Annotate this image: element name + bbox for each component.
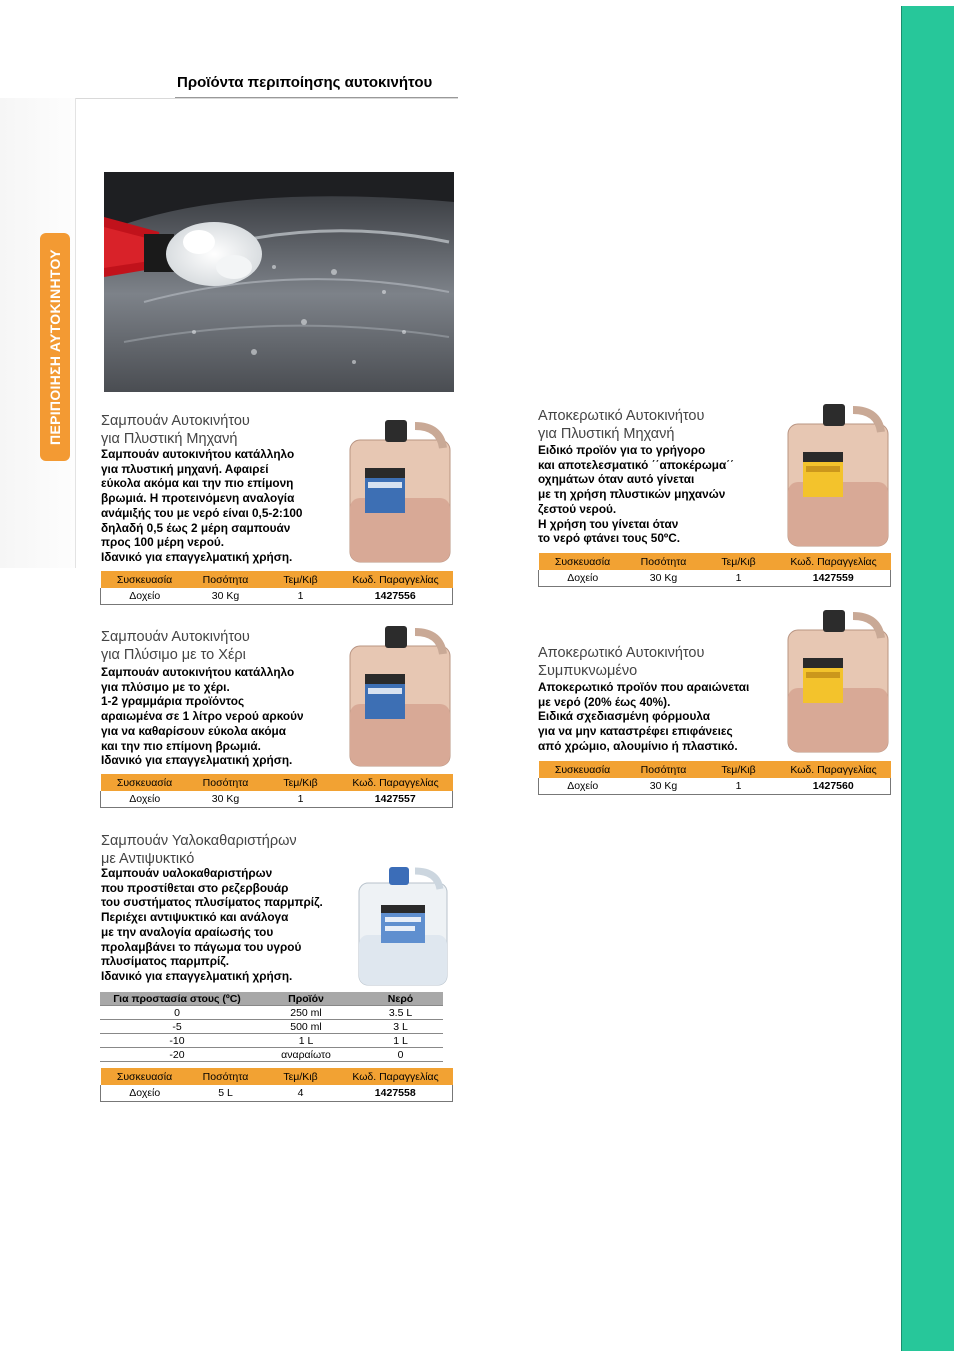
description-line: προλαμβάνει το πάγωμα του υγρού bbox=[101, 939, 302, 954]
spec-header-row bbox=[101, 774, 453, 791]
spec-qty: 30 Kg bbox=[189, 588, 263, 605]
canister-image bbox=[355, 865, 451, 989]
spec-header-cell: Συσκευασία bbox=[539, 553, 627, 570]
mix-row bbox=[100, 1048, 443, 1062]
spec-row bbox=[539, 570, 891, 587]
spec-code: 1427558 bbox=[339, 1085, 453, 1102]
spec-code: 1427559 bbox=[777, 570, 891, 587]
product-description bbox=[538, 443, 734, 546]
description-line: για να μην καταστρέφει επιφάνειες bbox=[538, 724, 733, 739]
description-line: για να καθαρίσουν εύκολα ακόμα bbox=[101, 723, 286, 738]
description-line: το νερό φτάνει τους 50ºC. bbox=[538, 531, 681, 546]
description-line: Ειδικό προϊόν για το γρήγορο bbox=[538, 443, 706, 457]
description-line: για πλυστική μηχανή. Αφαιρεί bbox=[101, 461, 269, 476]
mix-cell: 0 bbox=[100, 1006, 254, 1020]
description-line: προς 100 μέρη νερού. bbox=[101, 535, 225, 550]
mix-cell: 1 L bbox=[358, 1034, 443, 1048]
description-line: Ιδανικό για επαγγελματική χρήση. bbox=[101, 753, 293, 768]
mix-cell: 3.5 L bbox=[358, 1006, 443, 1020]
description-line: που προστίθεται στο ρεζερβουάρ bbox=[101, 880, 289, 895]
spec-header-cell: Ποσότητα bbox=[189, 571, 263, 588]
mix-row bbox=[100, 1006, 443, 1020]
spec-pack: Δοχείο bbox=[539, 570, 627, 587]
spec-per-box: 1 bbox=[263, 791, 339, 808]
mix-header-cell: Προϊόν bbox=[254, 992, 358, 1006]
description-line: Η χρήση του γίνεται όταν bbox=[538, 516, 679, 531]
product-title bbox=[101, 832, 297, 868]
canister-image bbox=[783, 402, 893, 550]
spec-pack: Δοχείο bbox=[101, 588, 189, 605]
spec-header-row bbox=[539, 553, 891, 570]
mix-row bbox=[100, 1020, 443, 1034]
description-line: από χρώμιο, αλουμίνιο ή πλαστικό. bbox=[538, 738, 738, 753]
spec-row bbox=[101, 791, 453, 808]
spec-header-cell: Τεμ/Κιβ bbox=[263, 1068, 339, 1085]
spec-code: 1427556 bbox=[339, 588, 453, 605]
section-tab-label: ΠΕΡΙΠΟΙΗΣΗ ΑΥΤΟΚΙΝΗΤΟΥ bbox=[47, 249, 63, 445]
product-title-line: Συμπυκνωμένο bbox=[538, 663, 638, 679]
description-line: ανάμιξής του με νερό είναι 0,5-2:100 bbox=[101, 505, 303, 520]
spec-header-row bbox=[539, 761, 891, 778]
frame-line bbox=[75, 98, 76, 568]
description-line: πλυσίματος παρμπρίζ. bbox=[101, 954, 230, 969]
spec-row bbox=[101, 1085, 453, 1102]
title-underline bbox=[175, 97, 458, 98]
canister-image bbox=[783, 608, 893, 756]
spec-header-row bbox=[101, 1068, 453, 1085]
frame-line bbox=[75, 98, 458, 99]
description-line: για πλύσιμο με το χέρι. bbox=[101, 679, 230, 694]
product-description bbox=[101, 866, 323, 984]
spec-header-cell: Ποσότητα bbox=[627, 761, 701, 778]
spec-header-cell: Συσκευασία bbox=[101, 774, 189, 791]
description-line: Ιδανικό για επαγγελματική χρήση. bbox=[101, 968, 293, 983]
spec-per-box: 1 bbox=[701, 778, 777, 795]
mix-row bbox=[100, 1034, 443, 1048]
spec-qty: 5 L bbox=[189, 1085, 263, 1102]
description-line: Ειδικά σχεδιασμένη φόρμουλα bbox=[538, 709, 710, 724]
car-washing-photo bbox=[104, 172, 454, 392]
description-line: οχημάτων όταν αυτό γίνεται bbox=[538, 472, 695, 487]
product-title bbox=[101, 628, 250, 664]
spec-header-row bbox=[101, 571, 453, 588]
spec-header-cell: Συσκευασία bbox=[101, 571, 189, 588]
product-title-line: Σαμπουάν Υαλοκαθαριστήρων bbox=[101, 833, 297, 849]
spec-pack: Δοχείο bbox=[101, 1085, 189, 1102]
spec-pack: Δοχείο bbox=[101, 791, 189, 808]
antifreeze-mix-table bbox=[100, 992, 443, 1062]
spec-header-cell: Κωδ. Παραγγελίας bbox=[339, 571, 453, 588]
product-spec-table bbox=[100, 571, 453, 605]
product-spec-table bbox=[538, 553, 891, 587]
mix-header-row bbox=[100, 992, 443, 1006]
mix-cell: -20 bbox=[100, 1048, 254, 1062]
spec-qty: 30 Kg bbox=[189, 791, 263, 808]
spec-header-cell: Κωδ. Παραγγελίας bbox=[339, 774, 453, 791]
spec-header-cell: Συσκευασία bbox=[539, 761, 627, 778]
spec-header-cell: Συσκευασία bbox=[101, 1068, 189, 1085]
description-line: Σαμπουάν αυτοκινήτου κατάλληλο bbox=[101, 447, 295, 461]
spec-header-cell: Κωδ. Παραγγελίας bbox=[777, 761, 891, 778]
product-title bbox=[538, 407, 704, 443]
spec-per-box: 1 bbox=[701, 570, 777, 587]
spec-header-cell: Τεμ/Κιβ bbox=[701, 761, 777, 778]
product-title-line: Σαμπουάν Αυτοκινήτου bbox=[101, 629, 250, 645]
mix-cell: αναραίωτο bbox=[254, 1048, 358, 1062]
product-title-line: Αποκερωτικό Αυτοκινήτου bbox=[538, 645, 705, 661]
spec-row bbox=[539, 778, 891, 795]
mix-cell: 500 ml bbox=[254, 1020, 358, 1034]
spec-header-cell: Τεμ/Κιβ bbox=[263, 774, 339, 791]
product-title-line: Σαμπουάν Αυτοκινήτου bbox=[101, 413, 250, 429]
mix-cell: 250 ml bbox=[254, 1006, 358, 1020]
product-title-line: για Πλύσιμο με το Χέρι bbox=[101, 647, 246, 663]
description-line: 1-2 γραμμάρια προϊόντος bbox=[101, 694, 245, 709]
description-line: και την πιο επίμονη βρωμιά. bbox=[101, 738, 261, 753]
description-line: ζεστού νερού. bbox=[538, 501, 617, 516]
mix-cell: 0 bbox=[358, 1048, 443, 1062]
mix-cell: 1 L bbox=[254, 1034, 358, 1048]
canister-image bbox=[345, 624, 455, 770]
description-line: και αποτελεσματικό ΄΄αποκέρωμα΄΄ bbox=[538, 457, 735, 472]
spec-qty: 30 Kg bbox=[627, 570, 701, 587]
spec-header-cell: Τεμ/Κιβ bbox=[263, 571, 339, 588]
spec-per-box: 1 bbox=[263, 588, 339, 605]
product-title-line: με Αντιψυκτικό bbox=[101, 851, 195, 867]
mix-header-cell: Για προστασία στους (ºC) bbox=[100, 992, 254, 1006]
description-line: Αποκερωτικό προϊόν που αραιώνεται bbox=[538, 680, 750, 694]
product-spec-table bbox=[538, 761, 891, 795]
product-title bbox=[538, 644, 704, 680]
product-description bbox=[101, 447, 303, 565]
spec-header-cell: Ποσότητα bbox=[627, 553, 701, 570]
spec-header-cell: Τεμ/Κιβ bbox=[701, 553, 777, 570]
description-line: Ιδανικό για επαγγελματική χρήση. bbox=[101, 549, 293, 564]
page-title: Προϊόντα περιποίησης αυτοκινήτου bbox=[177, 74, 433, 91]
spec-header-cell: Κωδ. Παραγγελίας bbox=[339, 1068, 453, 1085]
mix-cell: -5 bbox=[100, 1020, 254, 1034]
spec-code: 1427560 bbox=[777, 778, 891, 795]
spec-pack: Δοχείο bbox=[539, 778, 627, 795]
canister-image bbox=[345, 418, 455, 566]
side-color-bar bbox=[901, 6, 954, 1351]
description-line: Περιέχει αντιψυκτικό και ανάλογα bbox=[101, 910, 289, 925]
mix-cell: 3 L bbox=[358, 1020, 443, 1034]
spec-qty: 30 Kg bbox=[627, 778, 701, 795]
description-line: με την αναλογία αραίωσής του bbox=[101, 924, 274, 939]
spec-per-box: 4 bbox=[263, 1085, 339, 1102]
product-title bbox=[101, 412, 250, 448]
spec-header-cell: Κωδ. Παραγγελίας bbox=[777, 553, 891, 570]
product-spec-table bbox=[100, 1068, 453, 1102]
spec-row bbox=[101, 588, 453, 605]
product-spec-table bbox=[100, 774, 453, 808]
spec-header-cell: Ποσότητα bbox=[189, 1068, 263, 1085]
product-description bbox=[101, 665, 304, 768]
description-line: του συστήματος πλυσίματος παρμπρίζ. bbox=[101, 895, 323, 910]
spec-header-cell: Ποσότητα bbox=[189, 774, 263, 791]
section-tab bbox=[40, 233, 70, 461]
mix-header-cell: Νερό bbox=[358, 992, 443, 1006]
description-line: βρωμιά. Η προτεινόμενη αναλογία bbox=[101, 491, 295, 506]
description-line: με νερό (20% έως 40%). bbox=[538, 694, 671, 709]
mix-cell: -10 bbox=[100, 1034, 254, 1048]
description-line: αραιωμένα σε 1 λίτρο νερού αρκούν bbox=[101, 709, 304, 724]
description-line: εύκολα ακόμα και την πιο επίμονη bbox=[101, 476, 294, 491]
description-line: Σαμπουάν υαλοκαθαριστήρων bbox=[101, 866, 273, 880]
product-description bbox=[538, 680, 749, 754]
product-title-line: Αποκερωτικό Αυτοκινήτου bbox=[538, 408, 705, 424]
product-title-line: για Πλυστική Μηχανή bbox=[538, 426, 675, 442]
description-line: Σαμπουάν αυτοκινήτου κατάλληλο bbox=[101, 665, 295, 679]
description-line: με τη χρήση πλυστικών μηχανών bbox=[538, 487, 726, 502]
description-line: δηλαδή 0,5 έως 2 μέρη σαμπουάν bbox=[101, 520, 291, 535]
product-title-line: για Πλυστική Μηχανή bbox=[101, 431, 238, 447]
spec-code: 1427557 bbox=[339, 791, 453, 808]
